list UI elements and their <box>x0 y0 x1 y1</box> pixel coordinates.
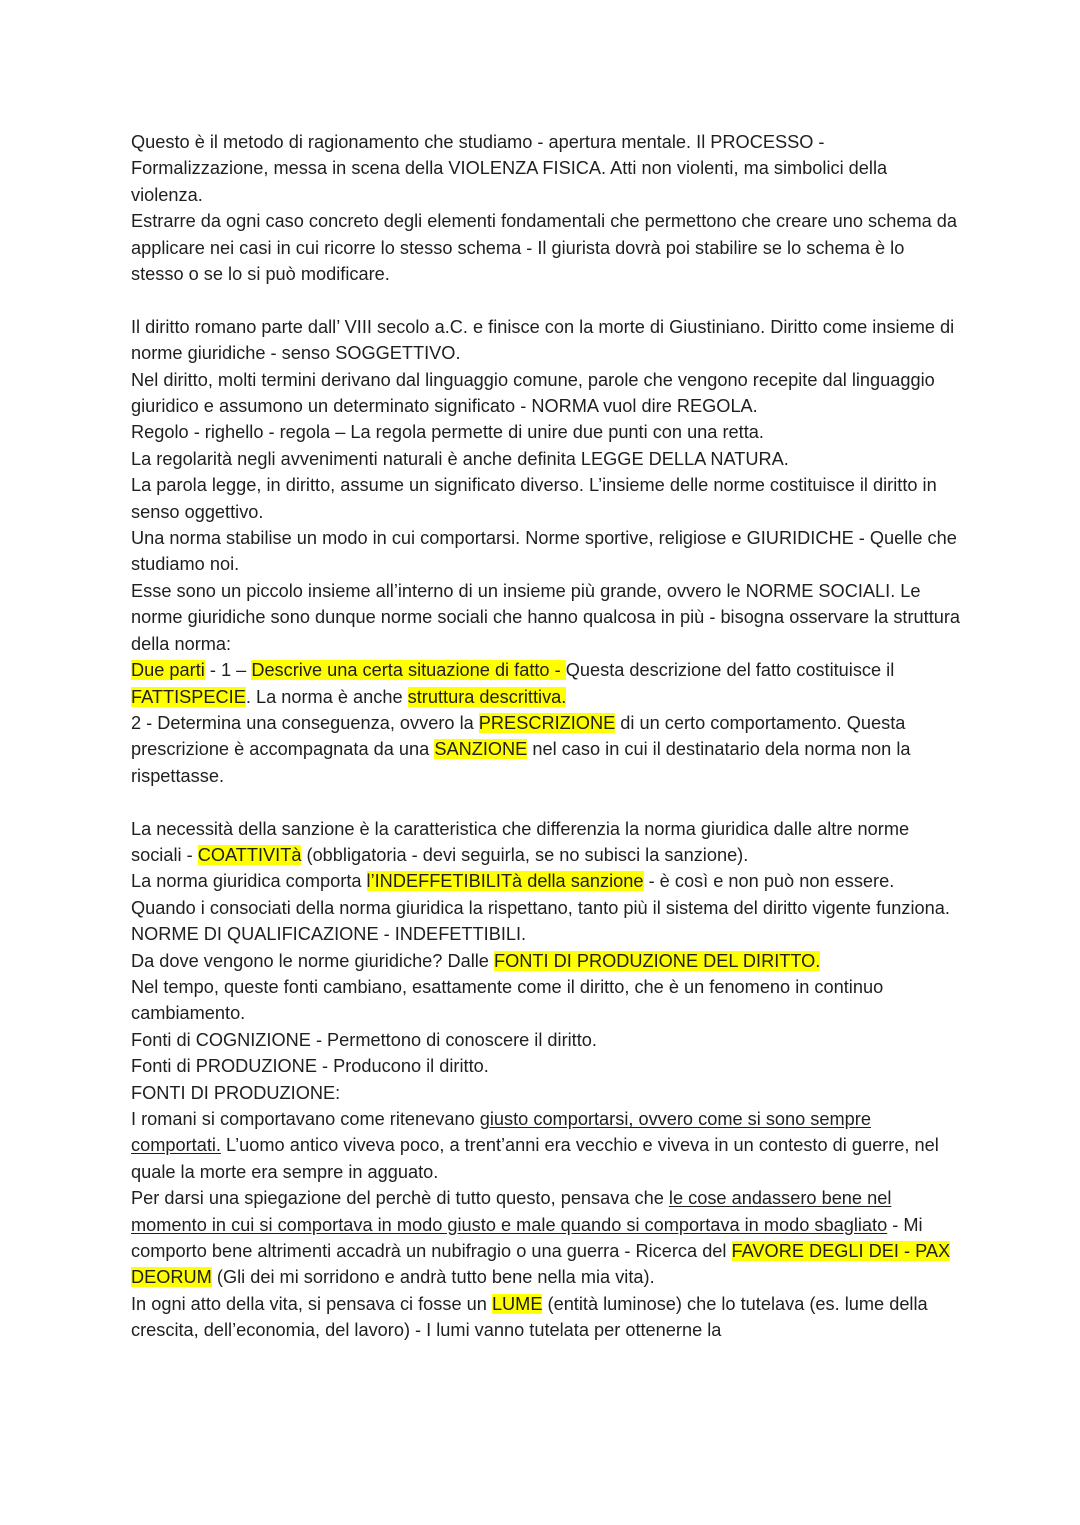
text-segment: Regolo - righello - regola – La regola permette di unire due punti con una retta. <box>131 422 764 443</box>
text-segment: Nel tempo, queste fonti cambiano, esattamente come il diritto, che è un fenomeno in continuo cambiamento. <box>131 976 884 1024</box>
paragraph <box>131 921 961 947</box>
text-segment: Da dove vengono le norme giuridiche? Dalle <box>131 950 494 971</box>
highlighted-text: SANZIONE <box>434 739 528 760</box>
text-segment: La norma giuridica comporta <box>131 871 367 892</box>
paragraph <box>131 472 961 525</box>
text-segment: (entità luminose) che lo tutelava (es. lume della crescita, dell’economia, del lavoro) - I lumi vanno tutelata per ottenerne la <box>131 1293 928 1341</box>
paragraph <box>131 1185 961 1291</box>
text-segment: 2 - Determina una conseguenza, ovvero la <box>131 712 479 733</box>
text-segment: La parola legge, in diritto, assume un significato diverso. L’insieme delle norme costituisce il diritto in senso oggettivo. <box>131 475 937 522</box>
text-segment: Questa descrizione del fatto costituisce il <box>565 660 895 681</box>
text-segment: di un certo comportamento. Questa prescrizione è accompagnata da una <box>131 712 906 760</box>
text-segment: I romani si comportavano come ritenevano <box>131 1109 480 1129</box>
paragraph <box>131 816 961 869</box>
text-segment: Per darsi una spiegazione del perchè di tutto questo, pensava che <box>131 1188 669 1209</box>
paragraph <box>131 1027 961 1053</box>
highlighted-text: PRESCRIZIONE <box>478 712 616 733</box>
highlighted-text: Due parti <box>131 660 205 681</box>
paragraph <box>131 868 961 921</box>
paragraph <box>131 367 961 420</box>
highlighted-text: FAVORE DEGLI DEI - PAX DEORUM <box>131 1241 951 1288</box>
paragraph <box>131 1080 961 1106</box>
text-segment: Nel diritto, molti termini derivano dal linguaggio comune, parole che vengono recepite dal linguaggio giuridico e assumono un determinato significato - NORMA vuol dire REGOLA. <box>131 369 935 417</box>
text-segment: Fonti di PRODUZIONE - Producono il diritto. <box>131 1056 489 1077</box>
paragraph <box>131 974 961 1027</box>
text-segment: nel caso in cui il destinatario dela norma non la rispettasse. <box>131 739 911 786</box>
paragraph <box>131 710 961 789</box>
text-segment: Questo è il metodo di ragionamento che studiamo - apertura mentale. Il PROCESSO - Formalizzazione, messa in scena della VIOLENZA FISICA. Atti non violenti, ma simbolici della violenza. <box>131 132 888 205</box>
paragraph <box>131 578 961 657</box>
paragraph <box>131 1291 961 1344</box>
highlighted-text: Descrive una certa situazione di fatto - <box>251 660 566 681</box>
text-segment: Fonti di COGNIZIONE - Permettono di conoscere il diritto. <box>131 1029 597 1050</box>
text-segment: - 1 – <box>204 660 252 681</box>
paragraph-gap <box>131 789 961 815</box>
text-segment: Esse sono un piccolo insieme all’interno di un insieme più grande, ovvero le NORME SOCIALI. Le norme giuridiche sono dunque norme sociali che hanno qualcosa in più - bisogna osservare la struttura della norma: <box>131 580 961 654</box>
highlighted-text: struttura descrittiva. <box>407 686 567 707</box>
paragraph <box>131 1053 961 1079</box>
text-segment: . La norma è anche <box>245 686 408 707</box>
text-segment: (Gli dei mi sorridono e andrà tutto bene nella mia vita). <box>211 1267 655 1288</box>
text-segment: - Mi comporto bene altrimenti accadrà un nubifragio o una guerra - Ricerca del <box>131 1214 923 1262</box>
paragraph <box>131 314 961 367</box>
paragraph-gap <box>131 287 961 313</box>
text-segment: FONTI DI PRODUZIONE: <box>131 1082 341 1103</box>
paragraph <box>131 446 961 472</box>
paragraph <box>131 129 961 208</box>
paragraph <box>131 657 961 710</box>
text-segment: - è così e non può non essere. Quando i consociati della norma giuridica la rispettano, tanto più il sistema del diritto vigente funziona. <box>131 871 950 918</box>
text-segment: In ogni atto della vita, si pensava ci fosse un <box>131 1293 492 1314</box>
text-segment: La necessità della sanzione è la caratteristica che differenzia la norma giuridica dalle altre norme sociali - <box>131 818 910 865</box>
text-segment: Una norma stabilise un modo in cui comportarsi. Norme sportive, religiose e GIURIDICHE - Quelle che studiamo noi. <box>131 528 957 575</box>
text-segment: Estrarre da ogni caso concreto degli elementi fondamentali che permettono che creare uno schema da applicare nei casi in cui ricorre lo stesso schema - Il giurista dovrà poi stabilire se lo schema è lo stesso o se lo si può modificare. <box>131 211 957 285</box>
text-segment: Il diritto romano parte dall’ VIII secolo a.C. e finisce con la morte di Giustiniano. Diritto come insieme di norme giuridiche - senso SOGGETTIVO. <box>131 316 955 364</box>
paragraph <box>131 208 961 287</box>
paragraph <box>131 525 961 578</box>
text-segment: L’uomo antico viveva poco, a trent’anni era vecchio e viveva in un contesto di guerre, nel quale la morte era sempre in agguato. <box>131 1135 939 1182</box>
highlighted-text: COATTIVITà <box>197 844 302 865</box>
highlighted-text: FONTI DI PRODUZIONE DEL DIRITTO. <box>493 950 821 971</box>
highlighted-text: LUME <box>491 1293 543 1314</box>
paragraph <box>131 948 961 974</box>
underlined-text: le cose andassero bene nel momento in cui si comportava in modo giusto e male quando si comportava in modo sbagliato <box>131 1188 892 1235</box>
text-segment: (obbligatoria - devi seguirla, se no subisci la sanzione). <box>301 844 749 865</box>
paragraph <box>131 1106 961 1185</box>
underlined-text: giusto comportarsi, ovvero come si sono sempre comportati. <box>131 1109 871 1156</box>
text-segment: NORME DI QUALIFICAZIONE - INDEFETTIBILI. <box>131 924 527 945</box>
paragraph <box>131 419 961 445</box>
highlighted-text: FATTISPECIE <box>131 686 246 707</box>
text-segment: La regolarità negli avvenimenti naturali è anche definita LEGGE DELLA NATURA. <box>131 448 789 469</box>
document-page <box>131 129 961 1344</box>
highlighted-text: l’INDEFFETIBILITà della sanzione <box>366 871 644 892</box>
